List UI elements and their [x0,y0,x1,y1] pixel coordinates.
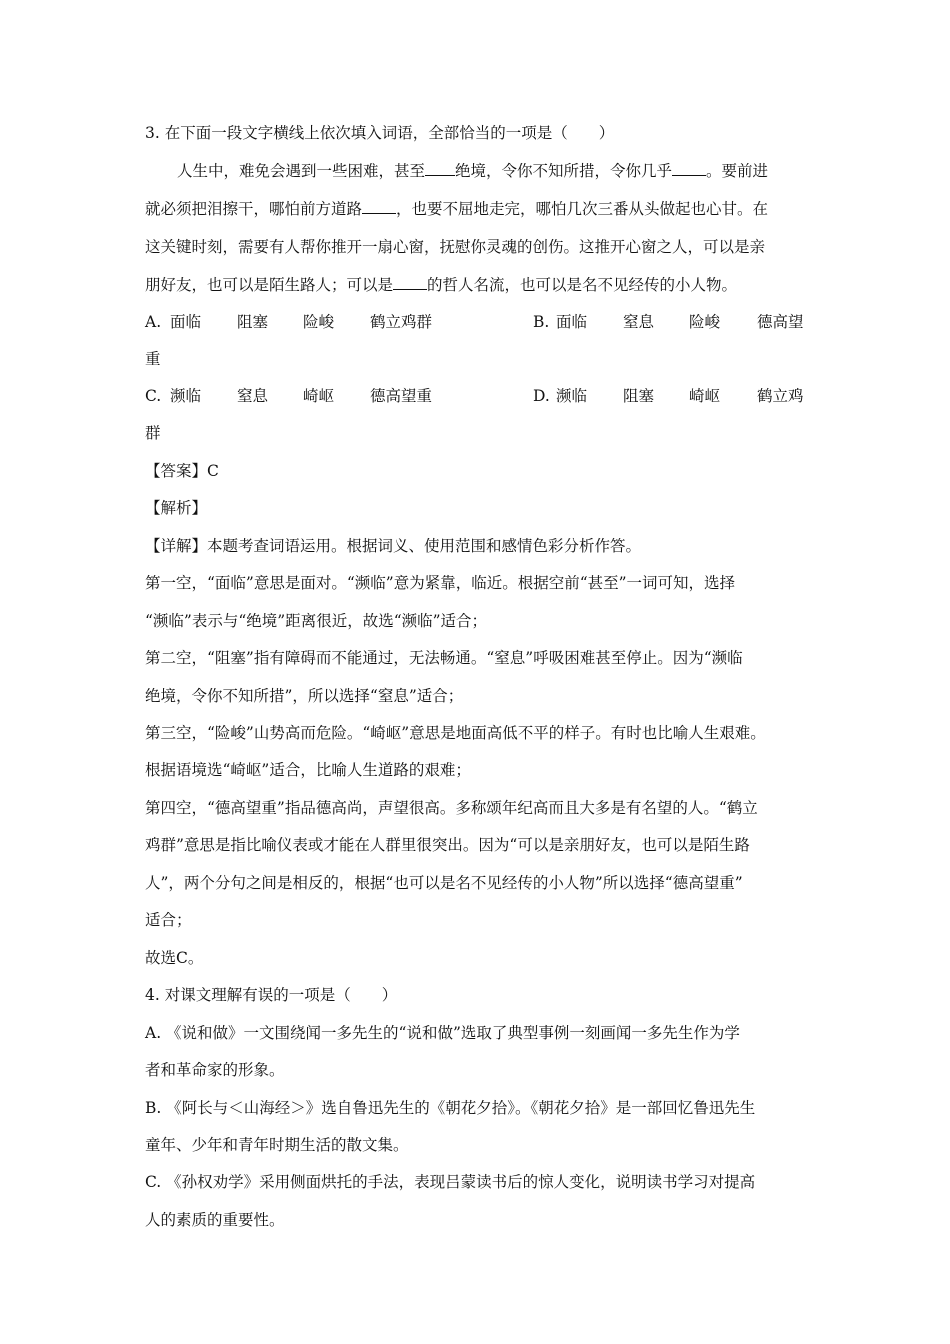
analysis-line: 适合； [145,911,192,929]
analysis-line: 第三空，“险峻”山势高而危险。“崎岖”意思是地面高低不平的样子。有时也比喻人生艰难。 [145,724,766,742]
q4-option-c-line: C. 《孙权劝学》采用侧面烘托的手法，表现吕蒙读书后的惊人变化，说明读书学习对提高 [145,1173,756,1191]
q3-option-d-wrap: 群 [145,424,161,442]
q3-option-d: D. 濒临 阻塞 崎岖 鹤立鸡 [533,387,804,405]
passage-text: 。要前进 [706,162,769,180]
q3-passage-line-3: 这关键时刻，需要有人帮你推开一扇心窗，抚慰你灵魂的创伤。这推开心窗之人，可以是亲 [145,238,766,256]
q3-option-b-wrap: 重 [145,350,161,368]
fill-blank-1 [425,161,455,176]
q3-option-a: A. 面临 阻塞 险峻 鹤立鸡群 [145,313,433,331]
analysis-line: 人”，两个分句之间是相反的，根据“也可以是名不见经传的小人物”所以选择“德高望重” [145,874,743,892]
analysis-line: 故选C。 [145,949,204,967]
analysis-line: 第四空，“德高望重”指品德高尚，声望很高。多称颂年纪高而且大多是有名望的人。“鹤立 [145,799,758,817]
analysis-line: 根据语境选“崎岖”适合，比喻人生道路的艰难； [145,761,471,779]
q4-option-a-line: A. 《说和做》一文围绕闻一多先生的“说和做”选取了典型事例一刻画闻一多先生作为学 [145,1024,740,1042]
analysis-line: 第一空，“面临”意思是面对。“濒临”意为紧靠，临近。根据空前“甚至”一词可知，选择 [145,574,736,592]
q4-option-a-line: 者和革命家的形象。 [145,1061,285,1079]
analysis-line: 第二空，“阻塞”指有障碍而不能通过，无法畅通。“窒息”呼吸困难甚至停止。因为“濒临 [145,649,743,667]
passage-text: 的哲人名流，也可以是名不见经传的小人物。 [427,276,738,294]
analysis-line: “濒临”表示与“绝境”距离很近，故选“濒临”适合； [145,612,488,630]
q3-stem: 3. 在下面一段文字横线上依次填入词语，全部恰当的一项是（ ） [145,124,615,142]
q3-passage-line-1 [177,161,842,181]
q3-answer: 【答案】C [145,462,219,480]
passage-text: 人生中，难免会遇到一些困难，甚至 [177,162,426,180]
q4-option-b-line: B. 《阿长与＜山海经＞》选自鲁迅先生的《朝花夕拾》。《朝花夕拾》是一部回忆鲁迅先生 [145,1099,756,1117]
q3-analysis-title: 【解析】 [145,499,208,517]
q4-option-c-line: 人的素质的重要性。 [145,1211,285,1229]
fill-blank-2 [672,161,706,176]
q3-passage-line-2 [145,199,810,219]
q3-option-c: C. 濒临 窒息 崎岖 德高望重 [145,387,433,405]
q4-option-b-line: 童年、少年和青年时期生活的散文集。 [145,1136,409,1154]
passage-text: 绝境，令你不知所措，令你几乎 [455,162,673,180]
analysis-line: 鸡群”意思是指比喻仪表或才能在人群里很突出。因为“可以是亲朋好友，也可以是陌生路 [145,836,750,854]
analysis-line: 绝境，令你不知所措”，所以选择“窒息”适合； [145,687,464,705]
passage-text: ，也要不屈地走完，哪怕几次三番从头做起也心甘。在 [396,200,769,218]
fill-blank-3 [362,199,396,214]
q3-option-b: B. 面临 窒息 险峻 德高望 [533,313,804,331]
fill-blank-4 [393,275,427,290]
passage-text: 就必须把泪擦干，哪怕前方道路 [145,200,363,218]
analysis-line: 【详解】本题考查词语运用。根据词义、使用范围和感情色彩分析作答。 [145,537,642,555]
q4-stem: 4. 对课文理解有误的一项是（ ） [145,986,398,1004]
passage-text: 朋好友，也可以是陌生路人；可以是 [145,276,394,294]
q3-passage-line-4 [145,275,810,295]
